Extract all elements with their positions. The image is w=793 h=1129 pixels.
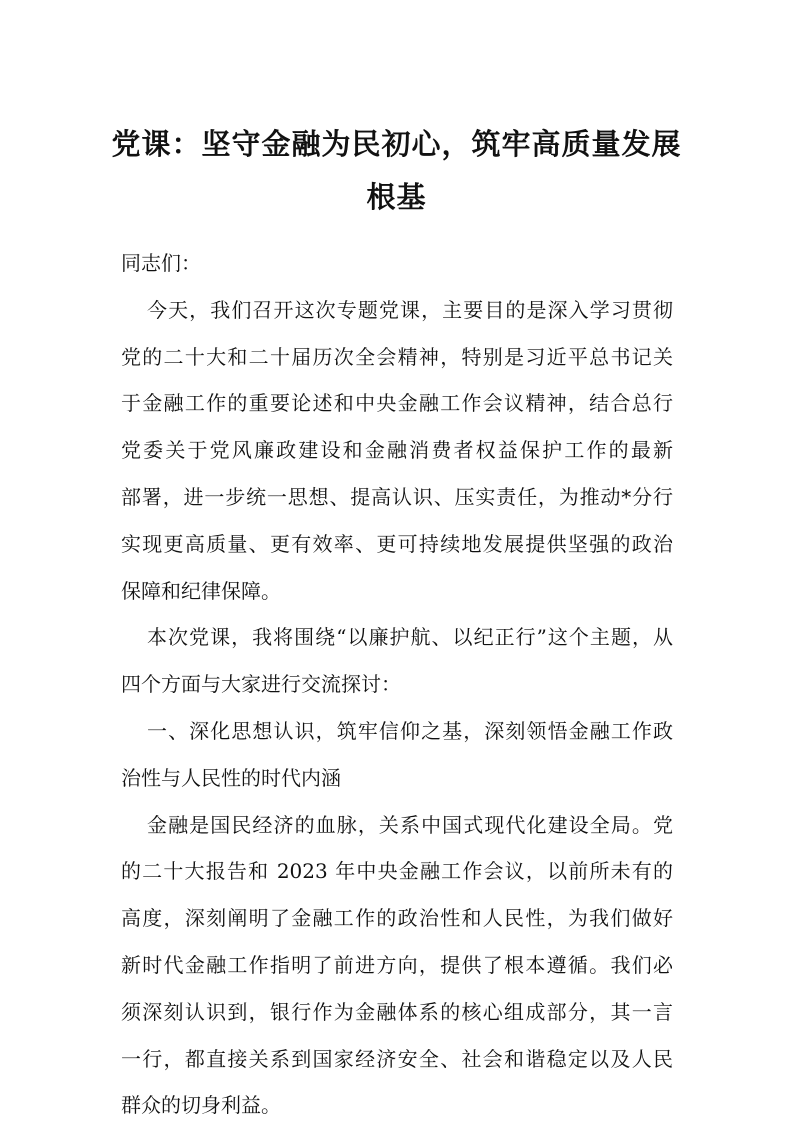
paragraph-line: 保障和纪律保障。: [121, 578, 281, 603]
paragraph: [121, 240, 673, 287]
paragraph-line: 金融是国民经济的血脉，关系中国式现代化建设全局。党: [147, 812, 673, 837]
paragraph-line: 一行，都直接关系到国家经济安全、社会和谐稳定以及人民: [121, 1046, 673, 1071]
paragraph-line: 部署，进一步统一思想、提高认识、压实责任，为推动*分行: [121, 484, 673, 509]
paragraph-line: 实现更高质量、更有效率、更可持续地发展提供坚强的政治: [121, 531, 673, 556]
title-line-2: 根基: [366, 180, 427, 214]
paragraph-line: 一、深化思想认识，筑牢信仰之基，深刻领悟金融工作政: [147, 718, 673, 743]
paragraph-line: 党委关于党风廉政建设和金融消费者权益保护工作的最新: [121, 438, 673, 463]
paragraph: [121, 614, 673, 708]
title-line-1: 党课：坚守金融为民初心，筑牢高质量发展: [111, 127, 682, 161]
paragraph: [121, 708, 673, 802]
paragraph-line: 四个方面与大家进行交流探讨：: [121, 672, 401, 697]
paragraph: [121, 287, 673, 615]
paragraph-line: 新时代金融工作指明了前进方向，提供了根本遵循。我们必: [121, 952, 673, 977]
paragraph-line: 群众的切身利益。: [121, 1093, 281, 1118]
paragraph-line: 须深刻认识到，银行作为金融体系的核心组成部分，其一言: [121, 999, 673, 1024]
paragraph-line: 的二十大报告和 2023 年中央金融工作会议，以前所未有的: [121, 859, 673, 884]
paragraph-line: 党的二十大和二十届历次全会精神，特别是习近平总书记关: [121, 344, 673, 369]
document-title: [100, 118, 693, 224]
paragraph-line: 高度，深刻阐明了金融工作的政治性和人民性，为我们做好: [121, 906, 673, 931]
paragraph-line: 本次党课，我将围绕“以廉护航、以纪正行”这个主题，从: [147, 625, 673, 650]
paragraph-line: 今天，我们召开这次专题党课，主要目的是深入学习贯彻: [147, 297, 673, 322]
paragraph-line: 于金融工作的重要论述和中央金融工作会议精神，结合总行: [121, 391, 673, 416]
paragraph: [121, 802, 673, 1129]
paragraph-line: 治性与人民性的时代内涵: [121, 765, 341, 790]
document-body: [121, 240, 673, 1129]
paragraph-line: 同志们：: [121, 251, 201, 275]
